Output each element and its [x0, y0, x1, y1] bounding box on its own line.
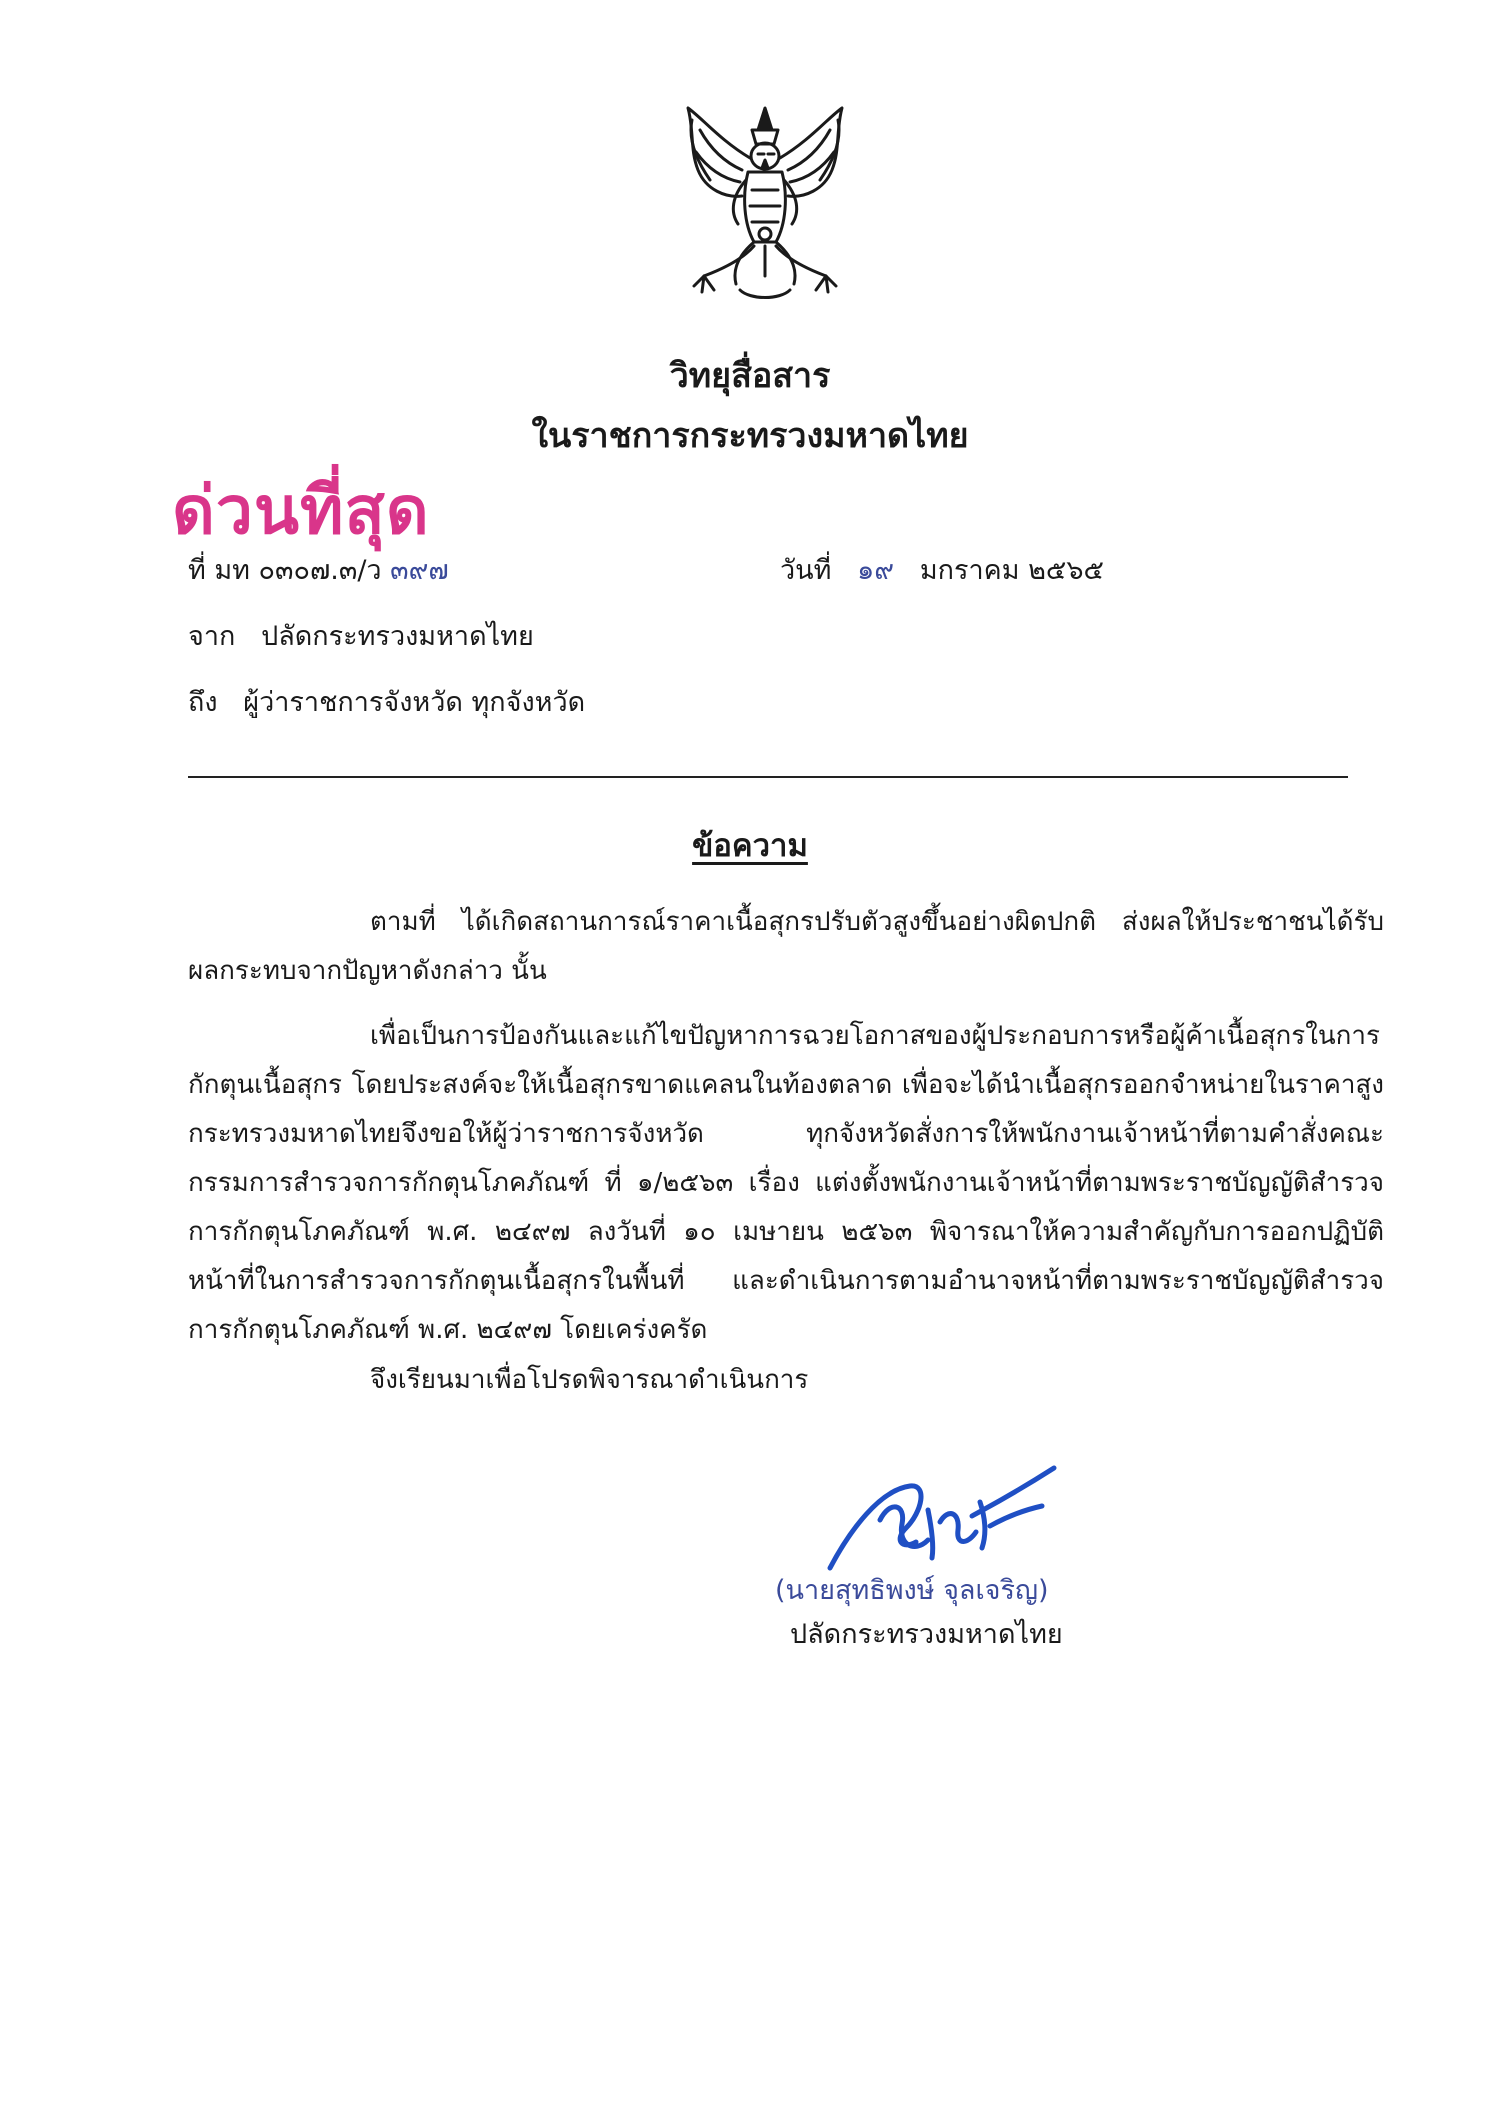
- signer-name: (นายสุทธิพงษ์ จุลเจริญ): [775, 1575, 1049, 1606]
- garuda-emblem-icon: [680, 100, 850, 310]
- body-paragraph-1: ตามที่ ได้เกิดสถานการณ์ราคาเนื้อสุกรปรับตัวสูงขึ้นอย่างผิดปกติ ส่งผลให้ประชาชนได้รับผลกระทบจากปัญหาดังกล่าว นั้น: [188, 907, 1384, 986]
- from-label: จาก: [188, 621, 236, 652]
- reference-number: [188, 548, 449, 591]
- to-value: ผู้ว่าราชการจังหวัด ทุกจังหวัด: [243, 687, 586, 718]
- date-day: ๑๙: [857, 555, 895, 586]
- from-value: ปลัดกระทรวงมหาดไทย: [261, 621, 534, 652]
- sender-line: [188, 614, 534, 657]
- reference-handwritten-number: ๓๙๗: [390, 555, 449, 586]
- date-label: วันที่: [780, 555, 832, 586]
- reference-label: ที่ มท ๐๓๐๗.๓/ว: [188, 555, 382, 586]
- body-paragraph-3: จึงเรียนมาเพื่อโปรดพิจารณาดำเนินการ: [370, 1365, 809, 1395]
- handwritten-signature-icon: [810, 1450, 1070, 1580]
- signer-position: ปลัดกระทรวงมหาดไทย: [790, 1619, 1063, 1650]
- header-title-radio: วิทยุสื่อสาร: [669, 356, 831, 396]
- body-paragraph-2: เพื่อเป็นการป้องกันและแก้ไขปัญหาการฉวยโอกาสของผู้ประกอบการหรือผู้ค้าเนื้อสุกรในการกักตุนเนื้อสุกร โดยประสงค์จะให้เนื้อสุกรขาดแคลนในท้องตลาด เพื่อจะได้นำเนื้อสุกรออกจำหน่ายในราคาสูง กระทรวงมหาดไทยจึงขอให้ผู้ว่าราชการจังหวัด ทุกจังหวัดสั่งการให้พนักงานเจ้าหน้าที่ตามคำสั่งคณะกรรมการสำรวจการกักตุนโภคภัณฑ์ ที่ ๑/๒๕๖๓ เรื่อง แต่งตั้งพนักงานเจ้าหน้าที่ตามพระราชบัญญัติสำรวจการกักตุนโภคภัณฑ์ พ.ศ. ๒๔๙๗ ลงวันที่ ๑๐ เมษายน ๒๕๖๓ พิจารณาให้ความสำคัญกับการออกปฏิบัติหน้าที่ในการสำรวจการกักตุนเนื้อสุกรในพื้นที่ และดำเนินการตามอำนาจหน้าที่ตามพระราชบัญญัติสำรวจการกักตุนโภคภัณฑ์ พ.ศ. ๒๔๙๗ โดยเคร่งครัด: [188, 1021, 1384, 1345]
- urgency-stamp: ด่วนที่สุด: [172, 472, 430, 549]
- to-label: ถึง: [188, 687, 218, 718]
- date-month-year: มกราคม ๒๕๖๕: [919, 555, 1104, 586]
- header-divider: [188, 776, 1348, 778]
- recipient-line: [188, 680, 585, 723]
- subject-heading: ข้อความ: [692, 828, 808, 864]
- document-date: [780, 548, 1104, 591]
- header-title-ministry: ในราชการกระทรวงมหาดไทย: [531, 416, 969, 456]
